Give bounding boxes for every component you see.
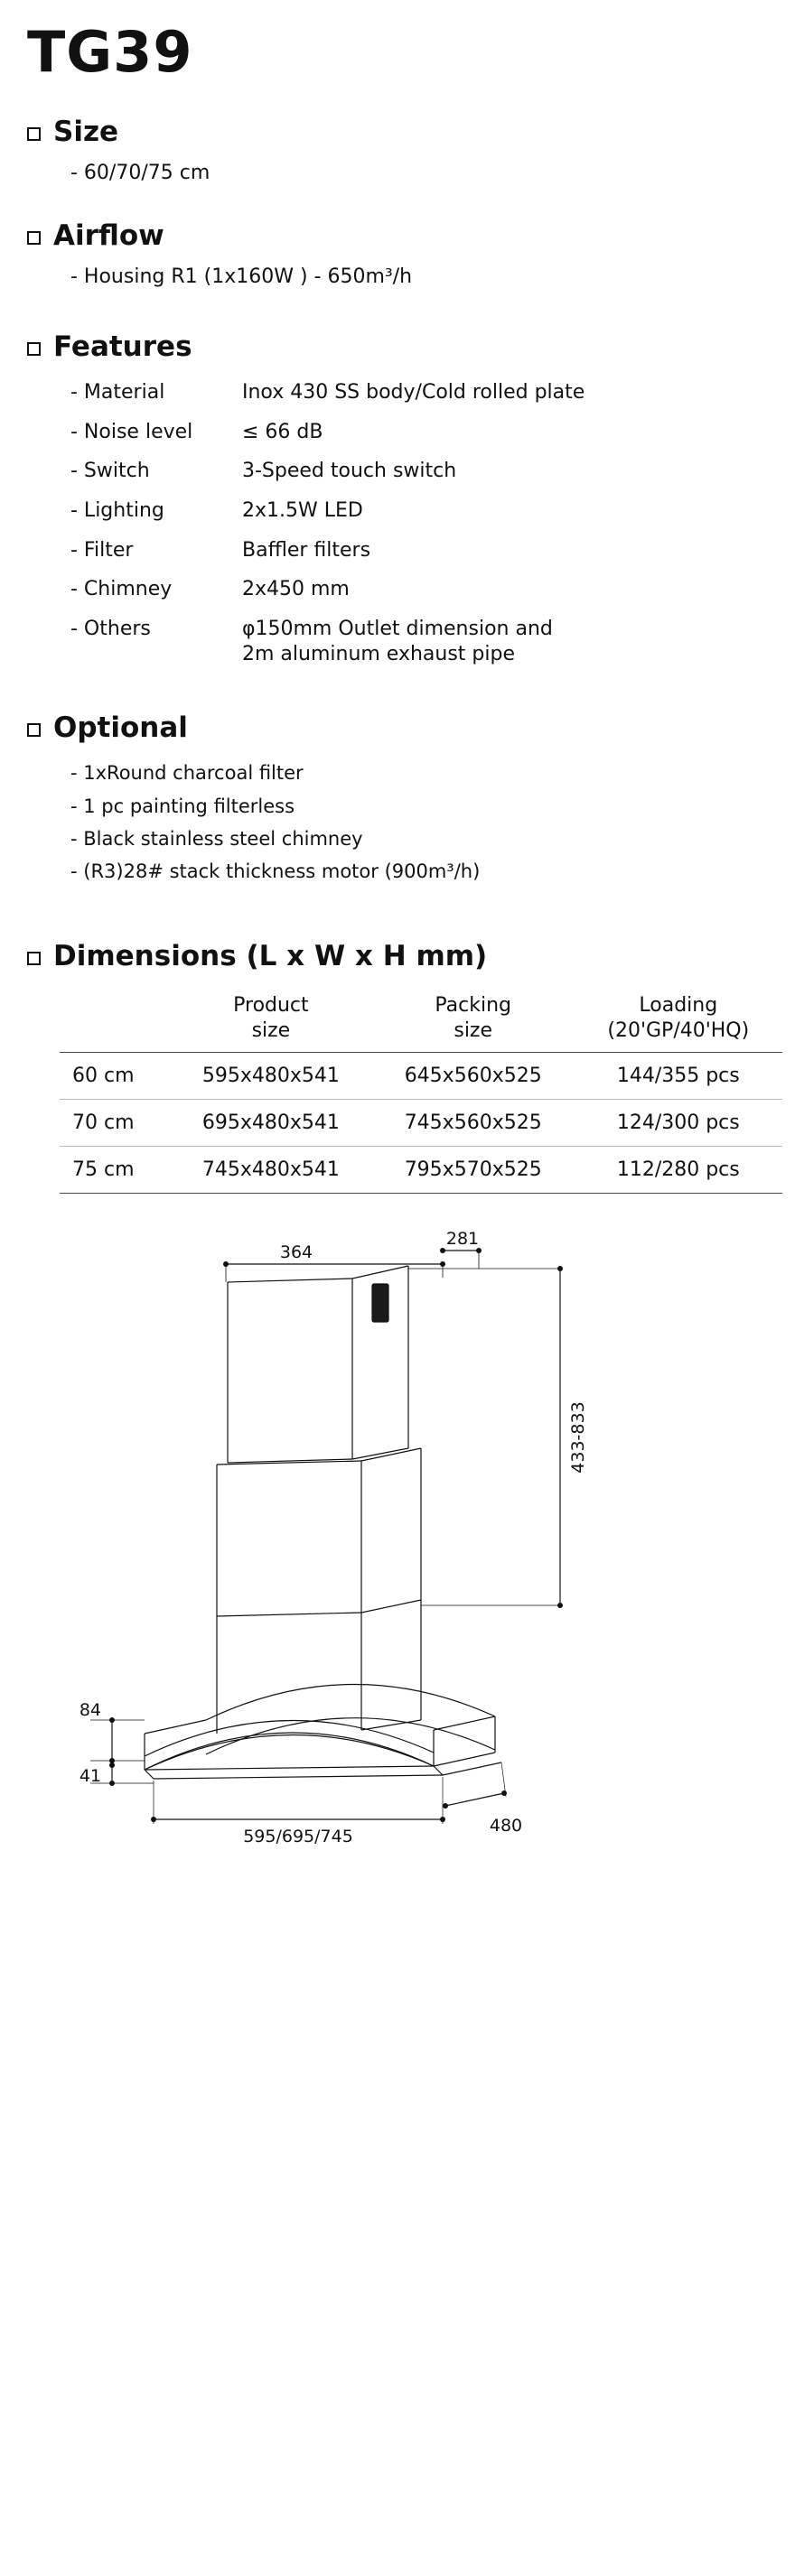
label-top-width: 364: [279, 1242, 313, 1262]
feature-row: [70, 459, 768, 485]
feature-key: - Noise level: [70, 420, 193, 443]
feature-row: [70, 380, 768, 406]
row-label: 75 cm: [60, 1147, 170, 1194]
section-dimensions: [27, 940, 768, 1194]
square-bullet-icon: [27, 952, 41, 965]
size-value: - 60/70/75 cm: [70, 162, 210, 185]
header-packing-line2: size: [454, 1018, 493, 1042]
feature-key: - Lighting: [70, 498, 164, 522]
square-bullet-icon: [27, 231, 41, 245]
feature-value-group: [242, 617, 768, 668]
table-row: [60, 1147, 782, 1194]
optional-item: - 1 pc painting filterless: [70, 795, 295, 817]
feature-key: - Filter: [70, 538, 134, 562]
row-product-size: 695x480x541: [170, 1100, 372, 1147]
row-loading: 144/355 pcs: [575, 1053, 782, 1100]
dimensions-table: [60, 990, 782, 1194]
label-top-right: 281: [445, 1229, 480, 1249]
row-packing-size: 795x570x525: [372, 1147, 575, 1194]
control-panel: [372, 1284, 388, 1322]
optional-heading: Optional: [53, 711, 188, 744]
header-blank: [60, 990, 170, 1053]
dimensions-heading: Dimensions (L x W x H mm): [53, 939, 488, 972]
row-product-size: 745x480x541: [170, 1147, 372, 1194]
label-bottom-width: 595/695/745: [243, 1827, 353, 1846]
airflow-heading: Airflow: [53, 219, 164, 253]
feature-value: ≤ 66 dB: [242, 420, 323, 443]
technical-drawing: [0, 1228, 795, 1860]
size-heading-row: [27, 116, 768, 149]
header-product-size: [170, 990, 372, 1053]
row-packing-size: 645x560x525: [372, 1053, 575, 1100]
header-packing-line1: Packing: [435, 994, 511, 1017]
square-bullet-icon: [27, 342, 41, 356]
feature-key: - Chimney: [70, 578, 173, 601]
dim-dot: [109, 1762, 115, 1768]
feature-value: 3-Speed touch switch: [242, 460, 457, 483]
table-row: [60, 1053, 782, 1100]
feature-row: [70, 538, 768, 564]
page-title: TG39: [27, 19, 193, 85]
row-label: 60 cm: [60, 1053, 170, 1100]
optional-item: - (R3)28# stack thickness motor (900m³/h): [70, 860, 481, 883]
row-product-size: 595x480x541: [170, 1053, 372, 1100]
header-product-line2: size: [251, 1018, 291, 1042]
header-loading: [575, 990, 782, 1053]
airflow-value: - Housing R1 (1x160W ) - 650m³/h: [70, 265, 413, 289]
row-packing-size: 745x560x525: [372, 1100, 575, 1147]
square-bullet-icon: [27, 723, 41, 737]
feature-value-line1: φ150mm Outlet dimension and: [242, 617, 553, 640]
feature-row: [70, 498, 768, 525]
airflow-heading-row: [27, 219, 768, 253]
hood-dimension-drawing: [54, 1228, 741, 1860]
section-airflow: [27, 219, 768, 291]
feature-value-line2: 2m aluminum exhaust pipe: [242, 643, 516, 666]
optional-item: - 1xRound charcoal filter: [70, 762, 304, 785]
size-heading: Size: [53, 116, 119, 149]
header-packing-size: [372, 990, 575, 1053]
feature-value: 2x1.5W LED: [242, 498, 363, 522]
section-features: [27, 330, 768, 668]
feature-value: Inox 430 SS body/Cold rolled plate: [242, 381, 585, 405]
features-list: [70, 380, 768, 668]
header-loading-line2: (20'GP/40'HQ): [607, 1018, 750, 1042]
feature-value: Baffler filters: [242, 538, 371, 562]
feature-value: 2x450 mm: [242, 578, 350, 601]
row-loading: 112/280 pcs: [575, 1147, 782, 1194]
label-41: 41: [79, 1766, 101, 1786]
dim-dot: [443, 1803, 448, 1809]
feature-row: [70, 577, 768, 603]
optional-item: - Black stainless steel chimney: [70, 827, 363, 850]
section-optional: [27, 711, 768, 886]
optional-list: [70, 759, 768, 886]
optional-heading-row: [27, 711, 768, 745]
features-heading-row: [27, 330, 768, 364]
label-depth: 480: [489, 1816, 523, 1836]
row-label: 70 cm: [60, 1100, 170, 1147]
dim-line-depth: [445, 1793, 504, 1806]
row-loading: 124/300 pcs: [575, 1100, 782, 1147]
feature-row: [70, 420, 768, 446]
feature-key: - Others: [70, 617, 151, 640]
table-header-row: [60, 990, 782, 1053]
features-heading: Features: [53, 330, 192, 363]
spec-sheet-page: [0, 19, 795, 2576]
square-bullet-icon: [27, 127, 41, 141]
header-product-line1: Product: [233, 994, 309, 1017]
label-height-range: 433-833: [568, 1401, 588, 1474]
feature-row: [70, 617, 768, 668]
header-loading-line1: Loading: [639, 994, 718, 1017]
dim-dot: [440, 1248, 445, 1253]
dimensions-heading-row: [27, 940, 768, 973]
table-row: [60, 1100, 782, 1147]
label-84: 84: [79, 1700, 101, 1720]
section-size: [27, 116, 768, 187]
feature-key: - Switch: [70, 460, 150, 483]
feature-key: - Material: [70, 381, 165, 405]
